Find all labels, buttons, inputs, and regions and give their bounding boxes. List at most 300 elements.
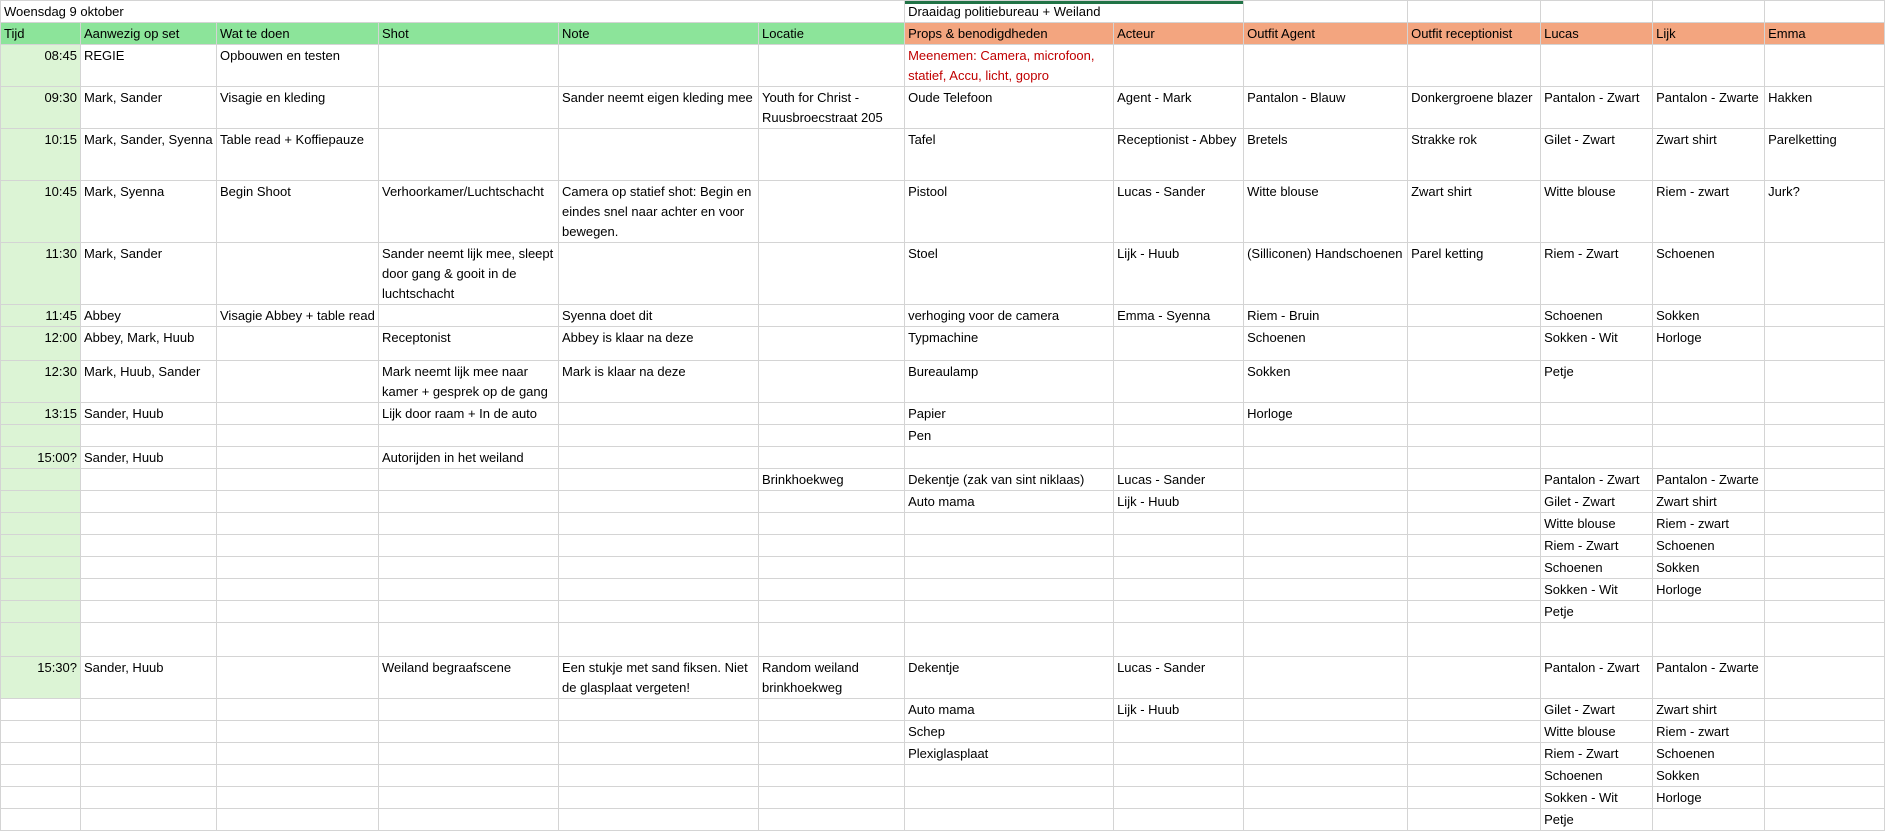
cell-note[interactable] [559, 129, 759, 181]
cell-lijk[interactable]: Schoenen [1653, 243, 1765, 305]
cell-locatie[interactable] [759, 557, 905, 579]
cell-note[interactable] [559, 623, 759, 657]
cell-outfit-agent[interactable]: Witte blouse [1244, 181, 1408, 243]
cell-locatie[interactable] [759, 447, 905, 469]
cell-lucas[interactable]: Pantalon - Zwart [1541, 469, 1653, 491]
cell-wat-te-doen[interactable] [217, 447, 379, 469]
cell-note[interactable] [559, 45, 759, 87]
cell-lucas[interactable]: Riem - Zwart [1541, 743, 1653, 765]
cell-tijd[interactable] [1, 721, 81, 743]
cell-emma[interactable] [1765, 743, 1885, 765]
cell-outfit-receptionist[interactable] [1408, 361, 1541, 403]
cell-props[interactable]: Bureaulamp [905, 361, 1114, 403]
cell-aanwezig-op-set[interactable]: Mark, Sander [81, 243, 217, 305]
cell-props[interactable] [905, 765, 1114, 787]
header-lucas[interactable]: Lucas [1541, 23, 1653, 45]
cell-lijk[interactable]: Schoenen [1653, 743, 1765, 765]
cell-shot[interactable]: Receptonist [379, 327, 559, 361]
cell-note[interactable]: Een stukje met sand fiksen. Niet de glasplaat vergeten! [559, 657, 759, 699]
cell-acteur[interactable]: Agent - Mark [1114, 87, 1244, 129]
cell-outfit-receptionist[interactable] [1408, 469, 1541, 491]
cell-outfit-agent[interactable] [1244, 721, 1408, 743]
cell-outfit-agent[interactable] [1244, 623, 1408, 657]
cell-tijd[interactable] [1, 765, 81, 787]
cell-acteur[interactable]: Lucas - Sander [1114, 469, 1244, 491]
cell-lucas[interactable]: Witte blouse [1541, 513, 1653, 535]
cell-emma[interactable] [1765, 657, 1885, 699]
cell-locatie[interactable] [759, 45, 905, 87]
cell-tijd[interactable]: 11:45 [1, 305, 81, 327]
cell-aanwezig-op-set[interactable] [81, 787, 217, 809]
cell-lijk[interactable]: Zwart shirt [1653, 129, 1765, 181]
cell-outfit-receptionist[interactable] [1408, 657, 1541, 699]
header-emma[interactable]: Emma [1765, 23, 1885, 45]
cell-locatie[interactable] [759, 327, 905, 361]
cell-props[interactable] [905, 513, 1114, 535]
cell-outfit-agent[interactable] [1244, 601, 1408, 623]
cell-shot[interactable] [379, 579, 559, 601]
cell-acteur[interactable] [1114, 447, 1244, 469]
cell-note[interactable] [559, 699, 759, 721]
cell-emma[interactable] [1765, 535, 1885, 557]
cell-aanwezig-op-set[interactable]: Sander, Huub [81, 403, 217, 425]
cell-wat-te-doen[interactable]: Visagie Abbey + table read [217, 305, 379, 327]
cell-wat-te-doen[interactable] [217, 809, 379, 831]
cell-wat-te-doen[interactable] [217, 699, 379, 721]
cell-wat-te-doen[interactable]: Table read + Koffiepauze [217, 129, 379, 181]
cell-lijk[interactable]: Riem - zwart [1653, 513, 1765, 535]
cell-shot[interactable]: Verhoorkamer/Luchtschacht [379, 181, 559, 243]
header-outfit-receptionist[interactable]: Outfit receptionist [1408, 23, 1541, 45]
cell-lucas[interactable]: Schoenen [1541, 305, 1653, 327]
cell-note[interactable]: Syenna doet dit [559, 305, 759, 327]
cell-outfit-receptionist[interactable] [1408, 447, 1541, 469]
cell-lucas[interactable]: Petje [1541, 361, 1653, 403]
cell-props[interactable] [905, 579, 1114, 601]
cell-lucas[interactable]: Witte blouse [1541, 721, 1653, 743]
cell-aanwezig-op-set[interactable] [81, 469, 217, 491]
cell-props[interactable]: Schep [905, 721, 1114, 743]
cell-props[interactable]: Auto mama [905, 491, 1114, 513]
date-cell[interactable]: Woensdag 9 oktober [1, 1, 905, 23]
cell-aanwezig-op-set[interactable] [81, 601, 217, 623]
cell-props[interactable]: Stoel [905, 243, 1114, 305]
cell-acteur[interactable]: Emma - Syenna [1114, 305, 1244, 327]
cell-shot[interactable]: Sander neemt lijk mee, sleept door gang & gooit in de luchtschacht [379, 243, 559, 305]
cell-tijd[interactable] [1, 743, 81, 765]
cell-emma[interactable] [1765, 305, 1885, 327]
cell-locatie[interactable] [759, 699, 905, 721]
cell-outfit-agent[interactable] [1244, 513, 1408, 535]
cell-acteur[interactable] [1114, 403, 1244, 425]
cell-lucas[interactable]: Sokken - Wit [1541, 327, 1653, 361]
cell-outfit-receptionist[interactable]: Strakke rok [1408, 129, 1541, 181]
cell-aanwezig-op-set[interactable] [81, 765, 217, 787]
cell-shot[interactable]: Weiland begraafscene [379, 657, 559, 699]
cell-outfit-agent[interactable]: Riem - Bruin [1244, 305, 1408, 327]
cell-shot[interactable]: Autorijden in het weiland [379, 447, 559, 469]
cell-lucas[interactable] [1541, 403, 1653, 425]
cell-props[interactable] [905, 601, 1114, 623]
cell-lijk[interactable]: Horloge [1653, 327, 1765, 361]
cell-lijk[interactable] [1653, 809, 1765, 831]
cell-outfit-agent[interactable] [1244, 699, 1408, 721]
cell-tijd[interactable]: 11:30 [1, 243, 81, 305]
cell-outfit-agent[interactable] [1244, 557, 1408, 579]
empty-cell[interactable] [1765, 1, 1885, 23]
cell-tijd[interactable] [1, 579, 81, 601]
cell-outfit-receptionist[interactable] [1408, 787, 1541, 809]
cell-acteur[interactable] [1114, 743, 1244, 765]
cell-lijk[interactable] [1653, 403, 1765, 425]
cell-note[interactable]: Sander neemt eigen kleding mee [559, 87, 759, 129]
cell-lucas[interactable]: Gilet - Zwart [1541, 491, 1653, 513]
cell-locatie[interactable] [759, 601, 905, 623]
cell-shot[interactable] [379, 623, 559, 657]
cell-props[interactable]: Meenemen: Camera, microfoon, statief, Accu, licht, gopro [905, 45, 1114, 87]
cell-shot[interactable] [379, 513, 559, 535]
header-note[interactable]: Note [559, 23, 759, 45]
cell-tijd[interactable] [1, 787, 81, 809]
cell-emma[interactable]: Jurk? [1765, 181, 1885, 243]
cell-wat-te-doen[interactable] [217, 469, 379, 491]
cell-lucas[interactable]: Gilet - Zwart [1541, 699, 1653, 721]
cell-outfit-receptionist[interactable]: Zwart shirt [1408, 181, 1541, 243]
header-lijk[interactable]: Lijk [1653, 23, 1765, 45]
cell-outfit-receptionist[interactable] [1408, 305, 1541, 327]
empty-cell[interactable] [1408, 1, 1541, 23]
cell-locatie[interactable] [759, 721, 905, 743]
cell-aanwezig-op-set[interactable] [81, 557, 217, 579]
cell-wat-te-doen[interactable] [217, 657, 379, 699]
cell-aanwezig-op-set[interactable] [81, 425, 217, 447]
cell-lucas[interactable] [1541, 447, 1653, 469]
cell-wat-te-doen[interactable] [217, 403, 379, 425]
cell-props[interactable]: Papier [905, 403, 1114, 425]
cell-lucas[interactable]: Riem - Zwart [1541, 243, 1653, 305]
cell-lijk[interactable] [1653, 601, 1765, 623]
cell-emma[interactable] [1765, 623, 1885, 657]
cell-emma[interactable] [1765, 45, 1885, 87]
cell-aanwezig-op-set[interactable] [81, 491, 217, 513]
header-shot[interactable]: Shot [379, 23, 559, 45]
cell-note[interactable]: Camera op statief shot: Begin en eindes snel naar achter en voor bewegen. [559, 181, 759, 243]
cell-aanwezig-op-set[interactable] [81, 623, 217, 657]
cell-props[interactable] [905, 623, 1114, 657]
cell-props[interactable]: Auto mama [905, 699, 1114, 721]
cell-wat-te-doen[interactable] [217, 557, 379, 579]
cell-aanwezig-op-set[interactable]: Abbey, Mark, Huub [81, 327, 217, 361]
cell-shot[interactable] [379, 809, 559, 831]
cell-lucas[interactable]: Pantalon - Zwart [1541, 657, 1653, 699]
cell-aanwezig-op-set[interactable] [81, 513, 217, 535]
cell-emma[interactable] [1765, 601, 1885, 623]
cell-acteur[interactable] [1114, 557, 1244, 579]
cell-shot[interactable] [379, 425, 559, 447]
cell-locatie[interactable]: Random weiland brinkhoekweg [759, 657, 905, 699]
cell-outfit-receptionist[interactable] [1408, 623, 1541, 657]
cell-outfit-agent[interactable] [1244, 743, 1408, 765]
cell-locatie[interactable] [759, 361, 905, 403]
cell-outfit-agent[interactable] [1244, 447, 1408, 469]
cell-emma[interactable] [1765, 579, 1885, 601]
cell-lijk[interactable]: Pantalon - Zwarte [1653, 657, 1765, 699]
cell-outfit-agent[interactable] [1244, 809, 1408, 831]
cell-outfit-receptionist[interactable] [1408, 403, 1541, 425]
cell-tijd[interactable] [1, 535, 81, 557]
cell-wat-te-doen[interactable]: Opbouwen en testen [217, 45, 379, 87]
cell-emma[interactable] [1765, 491, 1885, 513]
cell-note[interactable]: Abbey is klaar na deze [559, 327, 759, 361]
cell-outfit-receptionist[interactable] [1408, 601, 1541, 623]
cell-note[interactable] [559, 447, 759, 469]
cell-outfit-receptionist[interactable]: Parel ketting [1408, 243, 1541, 305]
cell-note[interactable] [559, 425, 759, 447]
cell-emma[interactable]: Parelketting [1765, 129, 1885, 181]
cell-locatie[interactable] [759, 491, 905, 513]
cell-aanwezig-op-set[interactable] [81, 579, 217, 601]
header-wat-te-doen[interactable]: Wat te doen [217, 23, 379, 45]
cell-note[interactable] [559, 721, 759, 743]
cell-emma[interactable] [1765, 361, 1885, 403]
cell-lijk[interactable]: Sokken [1653, 765, 1765, 787]
cell-shot[interactable] [379, 491, 559, 513]
cell-wat-te-doen[interactable] [217, 765, 379, 787]
cell-locatie[interactable] [759, 403, 905, 425]
cell-lucas[interactable] [1541, 623, 1653, 657]
cell-outfit-agent[interactable]: Pantalon - Blauw [1244, 87, 1408, 129]
header-tijd[interactable]: Tijd [1, 23, 81, 45]
cell-lijk[interactable]: Riem - zwart [1653, 181, 1765, 243]
empty-cell[interactable] [1244, 1, 1408, 23]
cell-shot[interactable] [379, 469, 559, 491]
cell-acteur[interactable] [1114, 535, 1244, 557]
cell-shot[interactable] [379, 787, 559, 809]
cell-lijk[interactable]: Horloge [1653, 787, 1765, 809]
cell-locatie[interactable] [759, 579, 905, 601]
cell-tijd[interactable]: 10:45 [1, 181, 81, 243]
cell-wat-te-doen[interactable]: Begin Shoot [217, 181, 379, 243]
cell-props[interactable]: verhoging voor de camera [905, 305, 1114, 327]
cell-locatie[interactable] [759, 809, 905, 831]
cell-note[interactable] [559, 491, 759, 513]
cell-acteur[interactable]: Lucas - Sander [1114, 181, 1244, 243]
cell-locatie[interactable] [759, 243, 905, 305]
cell-lijk[interactable]: Horloge [1653, 579, 1765, 601]
cell-locatie[interactable] [759, 513, 905, 535]
cell-emma[interactable] [1765, 557, 1885, 579]
cell-emma[interactable] [1765, 721, 1885, 743]
cell-outfit-agent[interactable]: (Silliconen) Handschoenen [1244, 243, 1408, 305]
cell-locatie[interactable] [759, 129, 905, 181]
cell-acteur[interactable]: Lijk - Huub [1114, 243, 1244, 305]
cell-props[interactable] [905, 447, 1114, 469]
cell-acteur[interactable]: Lijk - Huub [1114, 699, 1244, 721]
cell-shot[interactable] [379, 699, 559, 721]
cell-props[interactable]: Plexiglasplaat [905, 743, 1114, 765]
cell-emma[interactable] [1765, 447, 1885, 469]
cell-shot[interactable] [379, 601, 559, 623]
cell-lijk[interactable]: Zwart shirt [1653, 491, 1765, 513]
cell-tijd[interactable] [1, 469, 81, 491]
cell-emma[interactable] [1765, 809, 1885, 831]
cell-tijd[interactable]: 12:30 [1, 361, 81, 403]
cell-shot[interactable] [379, 87, 559, 129]
cell-shot[interactable]: Mark neemt lijk mee naar kamer + gesprek op de gang [379, 361, 559, 403]
cell-lijk[interactable]: Zwart shirt [1653, 699, 1765, 721]
cell-note[interactable] [559, 535, 759, 557]
cell-lucas[interactable]: Petje [1541, 809, 1653, 831]
cell-outfit-receptionist[interactable] [1408, 721, 1541, 743]
cell-outfit-receptionist[interactable] [1408, 743, 1541, 765]
cell-wat-te-doen[interactable]: Visagie en kleding [217, 87, 379, 129]
cell-acteur[interactable] [1114, 45, 1244, 87]
cell-lijk[interactable]: Sokken [1653, 305, 1765, 327]
cell-aanwezig-op-set[interactable]: Mark, Huub, Sander [81, 361, 217, 403]
empty-cell[interactable] [1541, 1, 1653, 23]
cell-outfit-receptionist[interactable] [1408, 425, 1541, 447]
title-cell[interactable]: Draaidag politiebureau + Weiland [905, 1, 1244, 23]
cell-aanwezig-op-set[interactable]: Sander, Huub [81, 657, 217, 699]
cell-locatie[interactable] [759, 787, 905, 809]
cell-lijk[interactable]: Pantalon - Zwarte [1653, 87, 1765, 129]
cell-shot[interactable] [379, 45, 559, 87]
cell-tijd[interactable]: 09:30 [1, 87, 81, 129]
cell-tijd[interactable]: 12:00 [1, 327, 81, 361]
cell-tijd[interactable]: 13:15 [1, 403, 81, 425]
cell-emma[interactable]: Hakken [1765, 87, 1885, 129]
cell-props[interactable]: Dekentje [905, 657, 1114, 699]
cell-aanwezig-op-set[interactable]: Mark, Sander [81, 87, 217, 129]
cell-outfit-receptionist[interactable] [1408, 699, 1541, 721]
cell-outfit-agent[interactable] [1244, 425, 1408, 447]
cell-props[interactable]: Typmachine [905, 327, 1114, 361]
cell-locatie[interactable]: Youth for Christ - Ruusbroecstraat 205 [759, 87, 905, 129]
cell-emma[interactable] [1765, 699, 1885, 721]
cell-tijd[interactable] [1, 491, 81, 513]
cell-lijk[interactable] [1653, 45, 1765, 87]
cell-wat-te-doen[interactable] [217, 743, 379, 765]
cell-aanwezig-op-set[interactable]: REGIE [81, 45, 217, 87]
cell-acteur[interactable] [1114, 579, 1244, 601]
cell-lucas[interactable]: Gilet - Zwart [1541, 129, 1653, 181]
cell-lucas[interactable]: Schoenen [1541, 557, 1653, 579]
cell-locatie[interactable] [759, 535, 905, 557]
cell-emma[interactable] [1765, 469, 1885, 491]
cell-lijk[interactable]: Sokken [1653, 557, 1765, 579]
cell-note[interactable] [559, 743, 759, 765]
cell-props[interactable]: Dekentje (zak van sint niklaas) [905, 469, 1114, 491]
cell-aanwezig-op-set[interactable]: Abbey [81, 305, 217, 327]
cell-tijd[interactable] [1, 601, 81, 623]
cell-props[interactable]: Oude Telefoon [905, 87, 1114, 129]
cell-props[interactable] [905, 809, 1114, 831]
cell-outfit-agent[interactable] [1244, 657, 1408, 699]
cell-acteur[interactable]: Receptionist - Abbey [1114, 129, 1244, 181]
cell-lucas[interactable]: Schoenen [1541, 765, 1653, 787]
cell-outfit-agent[interactable]: Sokken [1244, 361, 1408, 403]
cell-shot[interactable] [379, 535, 559, 557]
cell-props[interactable] [905, 557, 1114, 579]
cell-acteur[interactable] [1114, 513, 1244, 535]
cell-outfit-receptionist[interactable] [1408, 535, 1541, 557]
cell-emma[interactable] [1765, 425, 1885, 447]
cell-emma[interactable] [1765, 787, 1885, 809]
cell-lijk[interactable]: Pantalon - Zwarte [1653, 469, 1765, 491]
cell-aanwezig-op-set[interactable] [81, 699, 217, 721]
cell-note[interactable] [559, 601, 759, 623]
cell-tijd[interactable] [1, 425, 81, 447]
cell-acteur[interactable] [1114, 787, 1244, 809]
cell-aanwezig-op-set[interactable] [81, 535, 217, 557]
cell-tijd[interactable] [1, 557, 81, 579]
cell-wat-te-doen[interactable] [217, 535, 379, 557]
cell-lijk[interactable]: Riem - zwart [1653, 721, 1765, 743]
header-acteur[interactable]: Acteur [1114, 23, 1244, 45]
cell-lucas[interactable] [1541, 425, 1653, 447]
cell-outfit-agent[interactable] [1244, 45, 1408, 87]
cell-wat-te-doen[interactable] [217, 361, 379, 403]
cell-lucas[interactable]: Sokken - Wit [1541, 579, 1653, 601]
header-aanwezig-op-set[interactable]: Aanwezig op set [81, 23, 217, 45]
cell-tijd[interactable]: 10:15 [1, 129, 81, 181]
cell-shot[interactable] [379, 765, 559, 787]
cell-lucas[interactable] [1541, 45, 1653, 87]
cell-note[interactable] [559, 243, 759, 305]
cell-aanwezig-op-set[interactable]: Sander, Huub [81, 447, 217, 469]
cell-props[interactable]: Pistool [905, 181, 1114, 243]
cell-note[interactable] [559, 513, 759, 535]
header-outfit-agent[interactable]: Outfit Agent [1244, 23, 1408, 45]
cell-tijd[interactable] [1, 699, 81, 721]
cell-note[interactable] [559, 579, 759, 601]
cell-tijd[interactable]: 08:45 [1, 45, 81, 87]
cell-note[interactable] [559, 809, 759, 831]
cell-aanwezig-op-set[interactable]: Mark, Syenna [81, 181, 217, 243]
cell-lijk[interactable] [1653, 447, 1765, 469]
cell-wat-te-doen[interactable] [217, 327, 379, 361]
cell-acteur[interactable] [1114, 601, 1244, 623]
cell-aanwezig-op-set[interactable] [81, 809, 217, 831]
cell-lijk[interactable] [1653, 425, 1765, 447]
cell-note[interactable] [559, 403, 759, 425]
cell-note[interactable]: Mark is klaar na deze [559, 361, 759, 403]
cell-locatie[interactable] [759, 743, 905, 765]
cell-acteur[interactable] [1114, 425, 1244, 447]
cell-wat-te-doen[interactable] [217, 623, 379, 657]
cell-wat-te-doen[interactable] [217, 491, 379, 513]
cell-acteur[interactable] [1114, 765, 1244, 787]
cell-locatie[interactable] [759, 181, 905, 243]
cell-outfit-agent[interactable] [1244, 491, 1408, 513]
cell-outfit-receptionist[interactable] [1408, 557, 1541, 579]
cell-outfit-receptionist[interactable] [1408, 491, 1541, 513]
cell-emma[interactable] [1765, 403, 1885, 425]
cell-note[interactable] [559, 765, 759, 787]
cell-emma[interactable] [1765, 513, 1885, 535]
cell-wat-te-doen[interactable] [217, 787, 379, 809]
cell-outfit-agent[interactable] [1244, 535, 1408, 557]
cell-locatie[interactable] [759, 305, 905, 327]
cell-outfit-receptionist[interactable] [1408, 327, 1541, 361]
cell-note[interactable] [559, 557, 759, 579]
cell-aanwezig-op-set[interactable] [81, 721, 217, 743]
cell-outfit-receptionist[interactable] [1408, 579, 1541, 601]
cell-props[interactable]: Tafel [905, 129, 1114, 181]
cell-outfit-receptionist[interactable] [1408, 513, 1541, 535]
cell-tijd[interactable] [1, 809, 81, 831]
cell-props[interactable]: Pen [905, 425, 1114, 447]
